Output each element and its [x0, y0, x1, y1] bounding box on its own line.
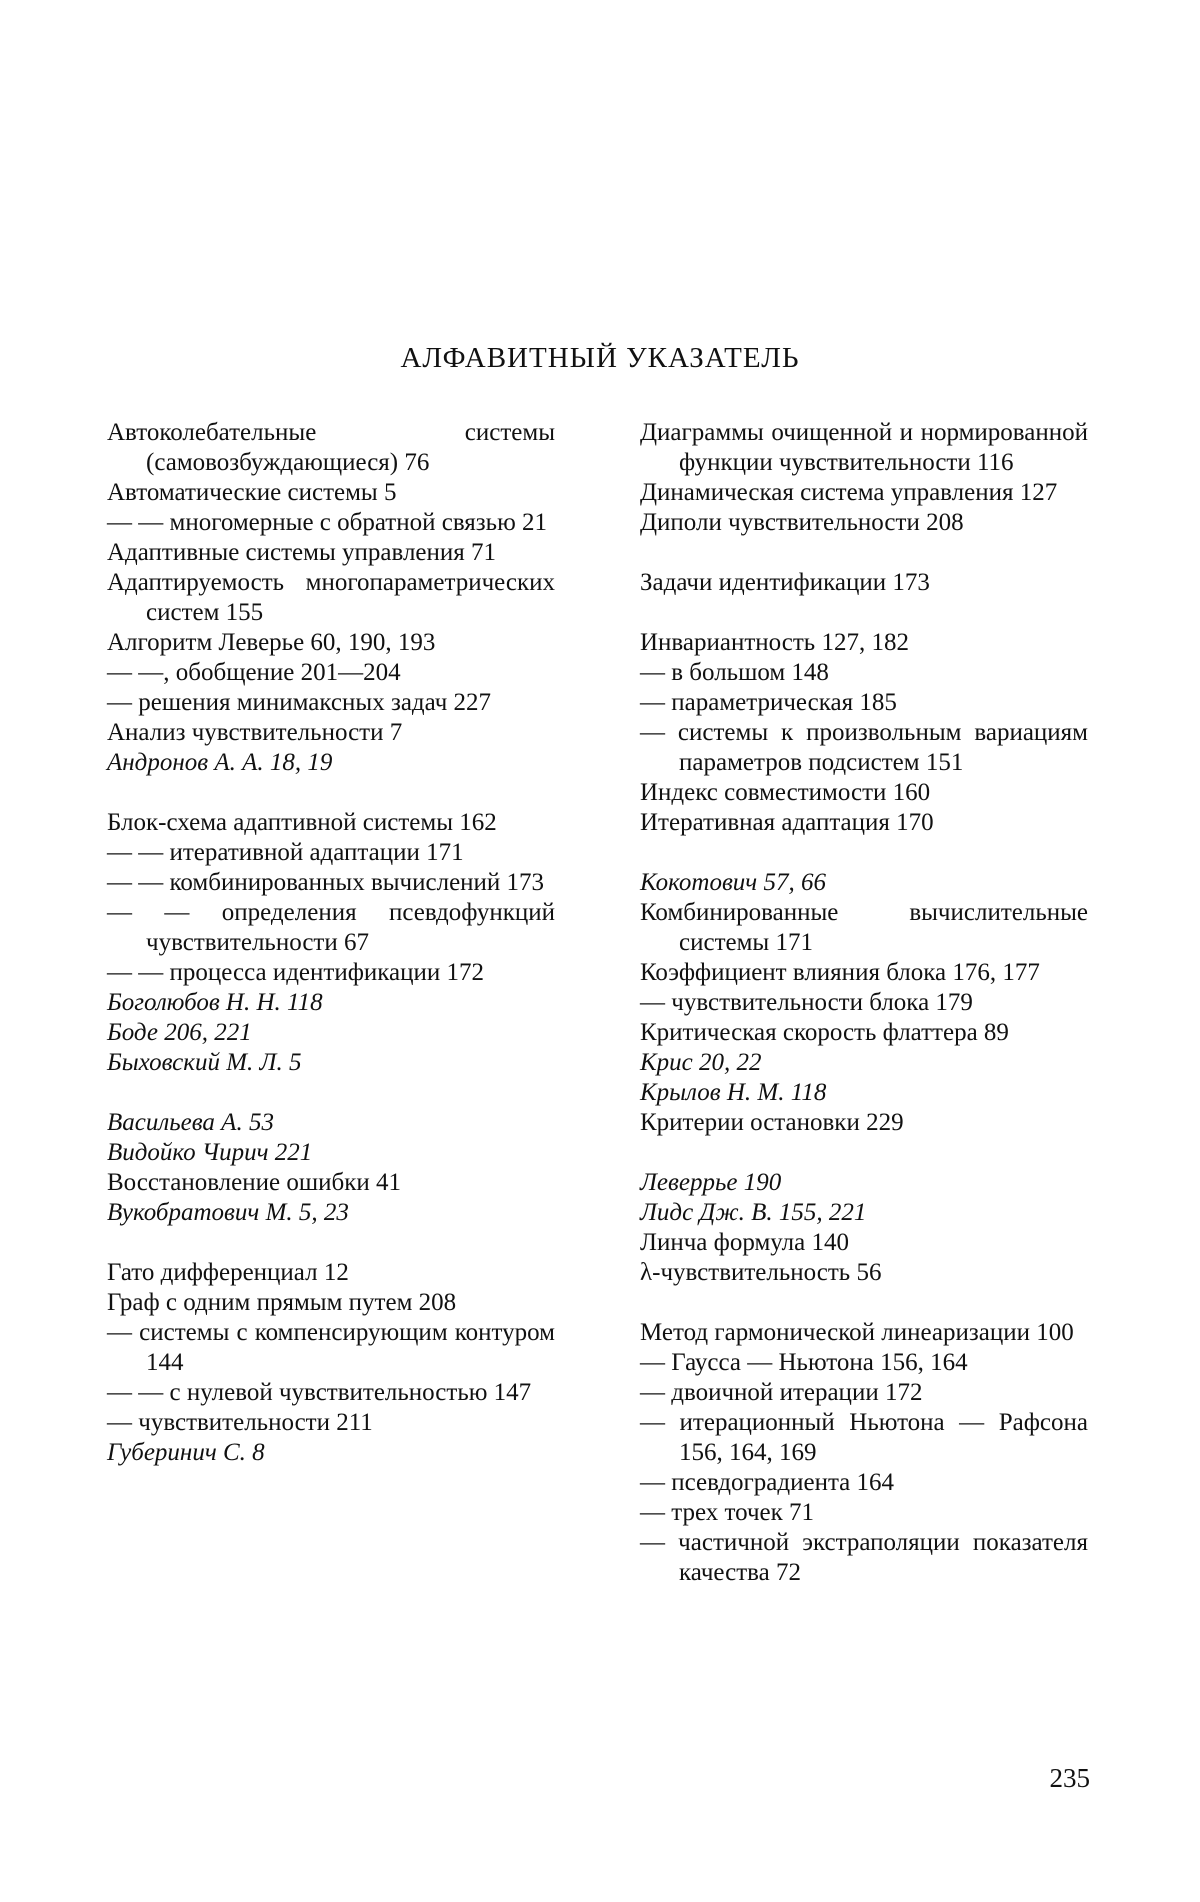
index-letter-group: [640, 1318, 1088, 1588]
index-entry: — решения минимаксных задач 227: [107, 689, 492, 716]
index-entry: Диаграммы очищенной и нормированной функции чувствительности 116: [640, 419, 1088, 476]
index-letter-group: [107, 418, 555, 778]
index-entry: Леверрье 190: [640, 1169, 782, 1196]
index-entry: Боголюбов Н. Н. 118: [107, 989, 323, 1016]
index-entry: λ-чувствительность 56: [640, 1259, 882, 1286]
index-entry: Васильева А. 53: [107, 1109, 274, 1136]
index-entry: Диполи чувствительности 208: [640, 509, 964, 536]
index-letter-group: [107, 1258, 555, 1468]
index-entry: — псевдоградиента 164: [640, 1469, 895, 1496]
index-entry: Видойко Чирич 221: [107, 1139, 313, 1166]
index-entry: Индекс совместимости 160: [640, 779, 931, 806]
index-entry: — — с нулевой чувствительностью 147: [107, 1379, 532, 1406]
index-entry: Адаптивные системы управления 71: [107, 539, 497, 566]
index-entry: — трех точек 71: [640, 1499, 815, 1526]
index-entry: Гато дифференциал 12: [107, 1259, 349, 1286]
index-entry: Алгоритм Леверье 60, 190, 193: [107, 629, 436, 656]
index-entry: Автоматические системы 5: [107, 479, 397, 506]
index-column-right: [640, 418, 1088, 1588]
index-entry: — — комбинированных вычислений 173: [107, 869, 545, 896]
index-entry: Восстановление ошибки 41: [107, 1169, 401, 1196]
index-letter-group: [640, 868, 1088, 1138]
page-number: 235: [1049, 1763, 1090, 1793]
index-entry: Линча формула 140: [640, 1229, 849, 1256]
index-entry: Автоколебательные системы (самовозбуждающиеся) 76: [107, 419, 555, 476]
index-entry: Критерии остановки 229: [640, 1109, 904, 1136]
index-entry: — чувствительности 211: [107, 1409, 373, 1436]
index-entry: Адаптируемость многопараметрических систем 155: [107, 569, 555, 626]
index-entry: — системы с компенсирующим контуром 144: [107, 1319, 555, 1376]
index-entry: Инвариантность 127, 182: [640, 629, 909, 656]
index-entry: Блок-схема адаптивной системы 162: [107, 809, 497, 836]
index-entry: Боде 206, 221: [107, 1019, 252, 1046]
index-entry: Кокотович 57, 66: [640, 869, 826, 896]
index-entry: Критическая скорость флаттера 89: [640, 1019, 1009, 1046]
index-entry: Комбинированные вычислительные системы 171: [640, 899, 1088, 956]
index-letter-group: [640, 1168, 1088, 1288]
index-letter-group: [107, 808, 555, 1078]
index-entry: Андронов А. А. 18, 19: [107, 749, 333, 776]
index-entry: Метод гармонической линеаризации 100: [640, 1319, 1074, 1346]
index-entry: — — итеративной адаптации 171: [107, 839, 464, 866]
index-entry: Крылов Н. М. 118: [640, 1079, 827, 1106]
index-entry: Итеративная адаптация 170: [640, 809, 934, 836]
index-entry: Губеринич С. 8: [107, 1439, 265, 1466]
index-entry: Задачи идентификации 173: [640, 569, 930, 596]
index-entry: — чувствительности блока 179: [640, 989, 973, 1016]
index-letter-group: [640, 568, 1088, 598]
index-entry: Крис 20, 22: [640, 1049, 762, 1076]
index-column-left: [107, 418, 555, 1468]
index-entry: Граф с одним прямым путем 208: [107, 1289, 457, 1316]
index-entry: Быховский М. Л. 5: [107, 1049, 302, 1076]
index-entry: — в большом 148: [640, 659, 829, 686]
index-entry: Лидс Дж. В. 155, 221: [640, 1199, 867, 1226]
index-entry: — частичной экстраполяции показателя качества 72: [640, 1529, 1088, 1586]
index-entry: — итерационный Ньютона — Рафсона 156, 164, 169: [640, 1409, 1088, 1466]
index-letter-group: [640, 418, 1088, 538]
index-entry: Вукобратович М. 5, 23: [107, 1199, 349, 1226]
index-entry: — Гаусса — Ньютона 156, 164: [640, 1349, 968, 1376]
page-title: АЛФАВИТНЫЙ УКАЗАТЕЛЬ: [400, 342, 800, 374]
index-entry: — параметрическая 185: [640, 689, 897, 716]
index-entry: — — многомерные с обратной связью 21: [107, 509, 548, 536]
index-entry: — системы к произвольным вариациям параметров подсистем 151: [640, 719, 1088, 776]
index-entry: — — процесса идентификации 172: [107, 959, 485, 986]
index-entry: — — определения псевдофункций чувствительности 67: [107, 899, 555, 956]
index-entry: Динамическая система управления 127: [640, 479, 1058, 506]
index-entry: — —, обобщение 201—204: [107, 659, 401, 686]
index-entry: Коэффициент влияния блока 176, 177: [640, 959, 1040, 986]
index-entry: Анализ чувствительности 7: [107, 719, 403, 746]
index-letter-group: [640, 628, 1088, 838]
index-entry: — двоичной итерации 172: [640, 1379, 923, 1406]
index-letter-group: [107, 1108, 555, 1228]
